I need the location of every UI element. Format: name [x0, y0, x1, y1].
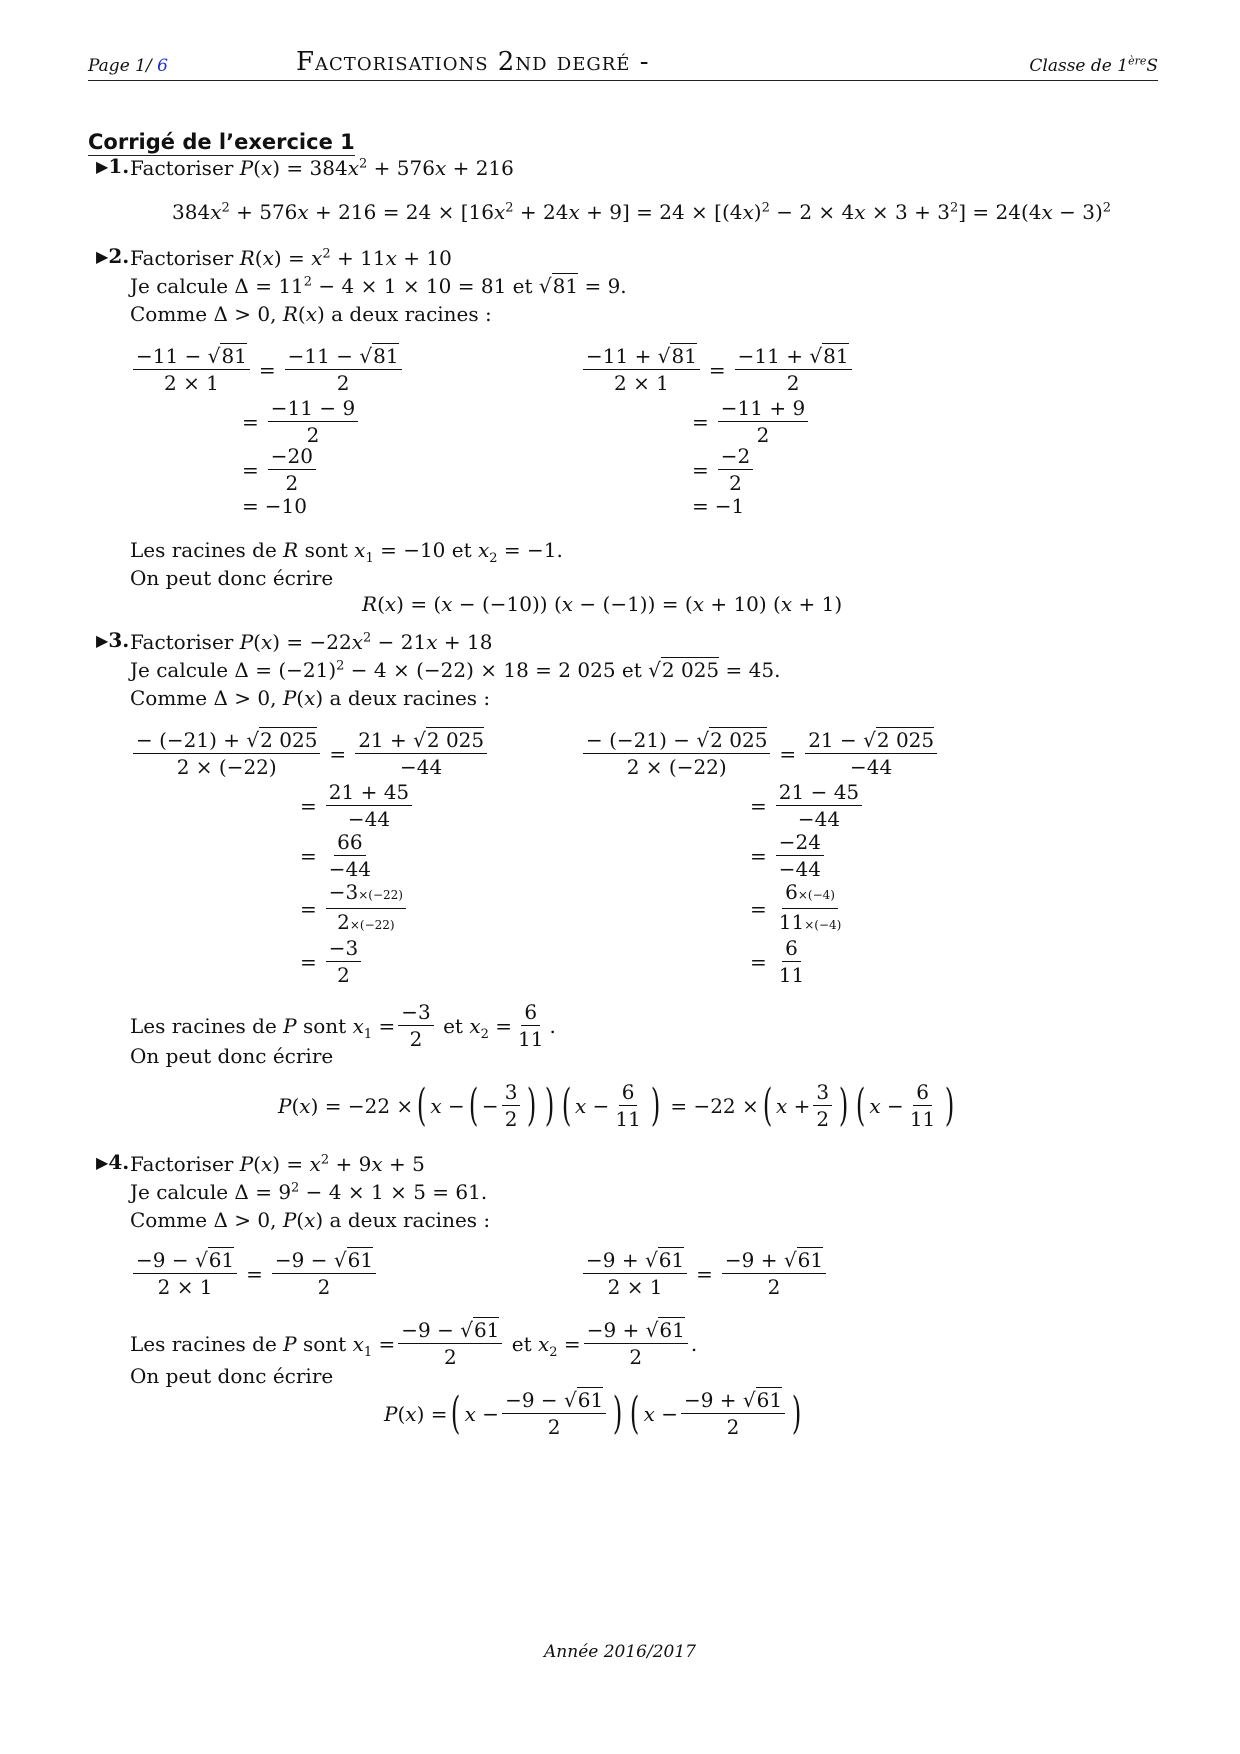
item-3-ecrire: On peut donc écrire [130, 1044, 334, 1068]
item-4-statement: Factoriser $P(x) = x^2 + 9x + 5$ [130, 1152, 425, 1176]
item-number-1: ▶1. [96, 154, 130, 178]
page-footer: Année 2016/2017 [544, 1642, 696, 1662]
item-2-root1-line3: = $\frac{-20}{2}$ [236, 444, 319, 495]
item-3-root2-line2: = $\frac{21 - 45}{-44}$ [744, 780, 865, 831]
item-3-root2-line3: = $\frac{-24}{-44}$ [744, 830, 827, 881]
item-4-root1: $\frac{-9 - √61}{2 \times 1}$ = $\frac{-9 - √61}{2}$ [130, 1248, 379, 1299]
item-4-ecrire: On peut donc écrire [130, 1364, 334, 1388]
item-number-2: ▶2. [96, 244, 130, 268]
item-1-result: $384x^2 + 576x + 216 = 24 \times [16x^2 + 24x + 9] = 24 \times [(4x)^2 - 2 \times 4x \times 3 + 3^2] = 24(4x - 3)^2$ [172, 200, 1112, 224]
page-total-link[interactable]: 6 [157, 56, 168, 76]
item-3-root1-line4: = $\frac{-3\times(-22)}{2\times(-22)}$ [294, 880, 409, 937]
item-4-roots: Les racines de P sont $x_1$ = $\frac{-9 - √61}{2}$ et $x_2$ = $\frac{-9 + √61}{2}$ . [130, 1318, 698, 1369]
item-2-root2-line1: $\frac{-11 + √81}{2 \times 1}$ = $\frac{-11 + √81}{2}$ [580, 344, 855, 395]
item-3-root1-line1: $\frac{- (-21) + √2 025}{2 \times (-22)}$ = $\frac{21 + √2 025}{-44}$ [130, 728, 490, 779]
item-3-delta: Je calcule $\Delta = (-21)^2 - 4 \times (-22) \times 18 = 2$ 025 et √2 025 = 45. [130, 658, 781, 682]
item-3-final: P(x) = −22 × ( x − ( − $\frac{3}{2}$ ) ) ( x − $\frac{6}{11}$ ) = −22 × ( x + $\frac{3}{2}$ ) ( x − $\frac{6}{11}$ ) [278, 1079, 955, 1131]
item-3-root2-line5: = $\frac{6}{11}$ [750, 936, 805, 987]
item-4-final: P(x) = ( x − $\frac{-9 - √61}{2}$ ) ( x − $\frac{-9 + √61}{2}$ ) [384, 1387, 802, 1439]
item-3-comme: Comme Δ > 0, P(x) a deux racines : [130, 686, 491, 710]
item-2-comme: Comme Δ > 0, R(x) a deux racines : [130, 302, 492, 326]
item-3-roots: Les racines de P sont $x_1$ = $\frac{-3}{2}$ et $x_2$ = $\frac{6}{11}$ . [130, 1000, 556, 1051]
item-number-4: ▶4. [96, 1150, 130, 1174]
page-number: Page 1/ 6 [88, 56, 168, 76]
item-2-root2-line4: = −1 [692, 494, 745, 518]
item-2-roots: Les racines de R sont $x_1 = -10$ et $x_2 = -1$. [130, 538, 563, 566]
item-3-statement: Factoriser $P(x) = -22x^2 - 21x + 18$ [130, 630, 493, 654]
item-2-ecrire: On peut donc écrire [130, 566, 334, 590]
page-header [88, 44, 1158, 81]
document-title: Factorisations 2nd degré - [296, 47, 650, 77]
item-3-root1-line2: = $\frac{21 + 45}{-44}$ [294, 780, 415, 831]
section-title: Corrigé de l’exercice 1 [88, 130, 355, 154]
item-2-final: R(x) = (x − (−10)) (x − (−1)) = (x + 10) (x + 1) [362, 592, 843, 616]
item-3-root1-line5: = $\frac{-3}{2}$ [294, 936, 364, 987]
item-4-root2: $\frac{-9 + √61}{2 \times 1}$ = $\frac{-9 + √61}{2}$ [580, 1248, 829, 1299]
item-2-root2-line2: = $\frac{-11 + 9}{2}$ [686, 396, 811, 447]
item-number-3: ▶3. [96, 628, 130, 652]
item-2-statement: Factoriser $R(x) = x^2 + 11x + 10$ [130, 246, 452, 270]
item-1-statement: Factoriser $P(x) = 384x^2 + 576x + 216$ [130, 156, 514, 180]
item-4-comme: Comme Δ > 0, P(x) a deux racines : [130, 1208, 491, 1232]
item-2-delta: Je calcule $\Delta = 11^2 - 4 \times 1 \times 10 = 81$ et √81 = 9. [130, 274, 627, 298]
item-3-root2-line4: = $\frac{6\times(-4)}{11\times(-4)}$ [750, 880, 842, 934]
item-2-root2-line3: = $\frac{-2}{2}$ [686, 444, 756, 495]
item-4-delta: Je calcule $\Delta = 9^2 - 4 \times 1 \times 5 = 61$. [130, 1180, 488, 1204]
item-2-root1-line2: = $\frac{-11 - 9}{2}$ [236, 396, 361, 447]
item-2-root1-line1: $\frac{-11 - √81}{2 \times 1}$ = $\frac{-11 - √81}{2}$ [130, 344, 405, 395]
item-3-root1-line3: = $\frac{66}{-44}$ [300, 830, 371, 881]
item-3-root2-line1: $\frac{- (-21) - √2 025}{2 \times (-22)}$ = $\frac{21 - √2 025}{-44}$ [580, 728, 940, 779]
item-2-root1-line4: = −10 [242, 494, 307, 518]
class-label: Classe de 1èreS [1029, 54, 1158, 76]
